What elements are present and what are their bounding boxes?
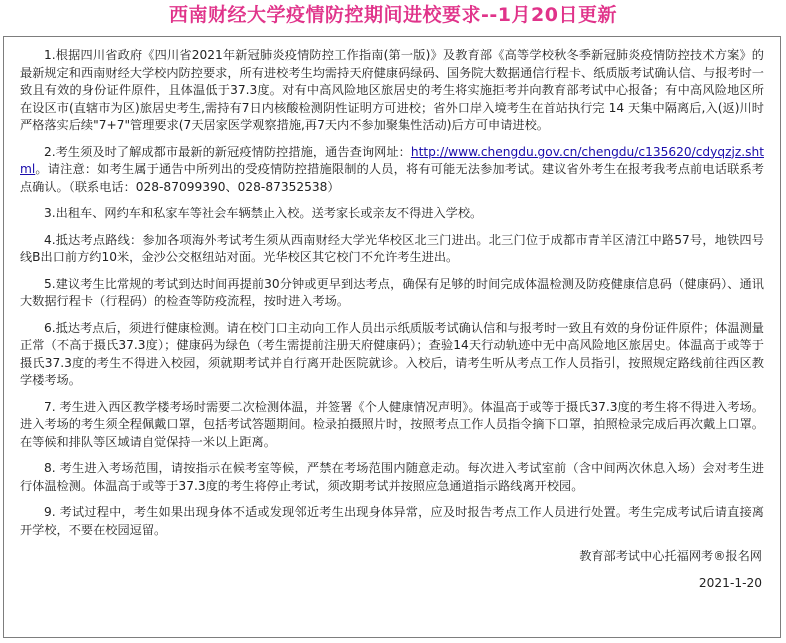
notice-paragraph-7: 7. 考生进入西区教学楼考场时需要二次检测体温，并签署《个人健康情况声明》。体温高于或等于摄氏37.3度的考生将不得进入考场。进入考场的考生须全程佩戴口罩，包括考试答题期间。检录拍摄照片时，按照考点工作人员指令摘下口罩，拍照检录完成后再次戴上口罩。在等候和排队等区域请自觉保持一米以上距离。 bbox=[20, 399, 764, 449]
footer-source: 教育部考试中心托福网考®报名网 bbox=[579, 549, 762, 563]
notice-paragraph-2-rest: 。请注意：如考生属于通告中所列出的受疫情防控措施限制的人员，将有可能无法参加考试。建议省外考生在报考我考点前电话联系考点确认。（联系电话：028-87099390、028-87352538） bbox=[20, 162, 764, 194]
notice-paragraph-9: 9. 考试过程中，考生如果出现身体不适或发现邻近考生出现身体异常，应及时报告考点工作人员进行处置。考生完成考试后请直接离开学校，不要在校园逗留。 bbox=[20, 505, 764, 537]
notice-paragraph-5: 5.建议考生比常规的考试到达时间再提前30分钟或更早到达考点，确保有足够的时间完成体温检测及防疫健康信息码（健康码）、通讯大数据行程卡（行程码）的检查等防疫流程，按时进入考场。 bbox=[20, 276, 764, 308]
notice-paragraph-4: 4.抵达考点路线：参加各项海外考试考生须从西南财经大学光华校区北三门进出。北三门位于成都市青羊区清江中路57号，地铁四号线B出口前方约10米，金沙公交枢纽站对面。光华校区其它校门不允许考生进出。 bbox=[20, 232, 764, 264]
notice-content-box bbox=[3, 36, 781, 638]
notice-paragraph-6: 6.抵达考点后，须进行健康检测。请在校门口主动向工作人员出示纸质版考试确认信和与报考时一致且有效的身份证件原件；体温测量正常（不高于摄氏37.3度）；健康码为绿色（考生需提前注册天府健康码）；查验14天行动轨迹中无中高风险地区旅居史。体温高于或等于摄氏37.3度的考生不得进入校园，须就期考试并自行离开赴医院就诊。入校后，请考生听从考点工作人员指引，按照规定路线前往西区教学楼考场。 bbox=[20, 320, 764, 387]
notice-paragraph-8: 8. 考生进入考场范围，请按指示在候考室等候，严禁在考场范围内随意走动。每次进入考试室前（含中间两次休息入场）会对考生进行体温检测。体温高于或等于37.3度的考生将停止考试，须改期考试并按照应急通道指示路线离开校园。 bbox=[20, 461, 764, 493]
chengdu-notice-link[interactable]: http://www.chengdu.gov.cn/chengdu/c135620/cdyqzjz.shtml bbox=[20, 144, 764, 176]
footer-date: 2021-1-20 bbox=[698, 576, 762, 590]
notice-paragraph-2-intro: 2.考生须及时了解成都市最新的新冠疫情防控措施，通告查询网址： bbox=[44, 144, 411, 159]
notice-paragraph-3: 3.出租车、网约车和私家车等社会车辆禁止入校。送考家长或亲友不得进入学校。 bbox=[44, 206, 483, 220]
page-title: 西南财经大学疫情防控期间进校要求--1月20日更新 bbox=[169, 4, 617, 26]
notice-paragraph-1: 1.根据四川省政府《四川省2021年新冠肺炎疫情防控工作指南(第一版)》及教育部《高等学校秋冬季新冠肺炎疫情防控技术方案》的最新规定和西南财经大学校内防控要求，所有进校考生均需持天府健康码绿码、国务院大数据通信行程卡、纸质版考试确认信、与报考时一致且有效的身份证件原件，且体温低于37.3度。对有中高风险地区旅居史的考生将实施拒考并向教育部考试中心报备；有中高风险地区所在设区市(直辖市为区)旅居史考生,需持有7日内核酸检测阴性证明方可进校；省外口岸入境考生在首站执行完 14 天集中隔离后,入(返)川时严格落实后续"7+7"管理要求(7天居家医学观察措施,再7天内不参加聚集性活动)后方可申请进校。 bbox=[20, 48, 764, 132]
notice-paragraph-2 bbox=[20, 144, 764, 197]
